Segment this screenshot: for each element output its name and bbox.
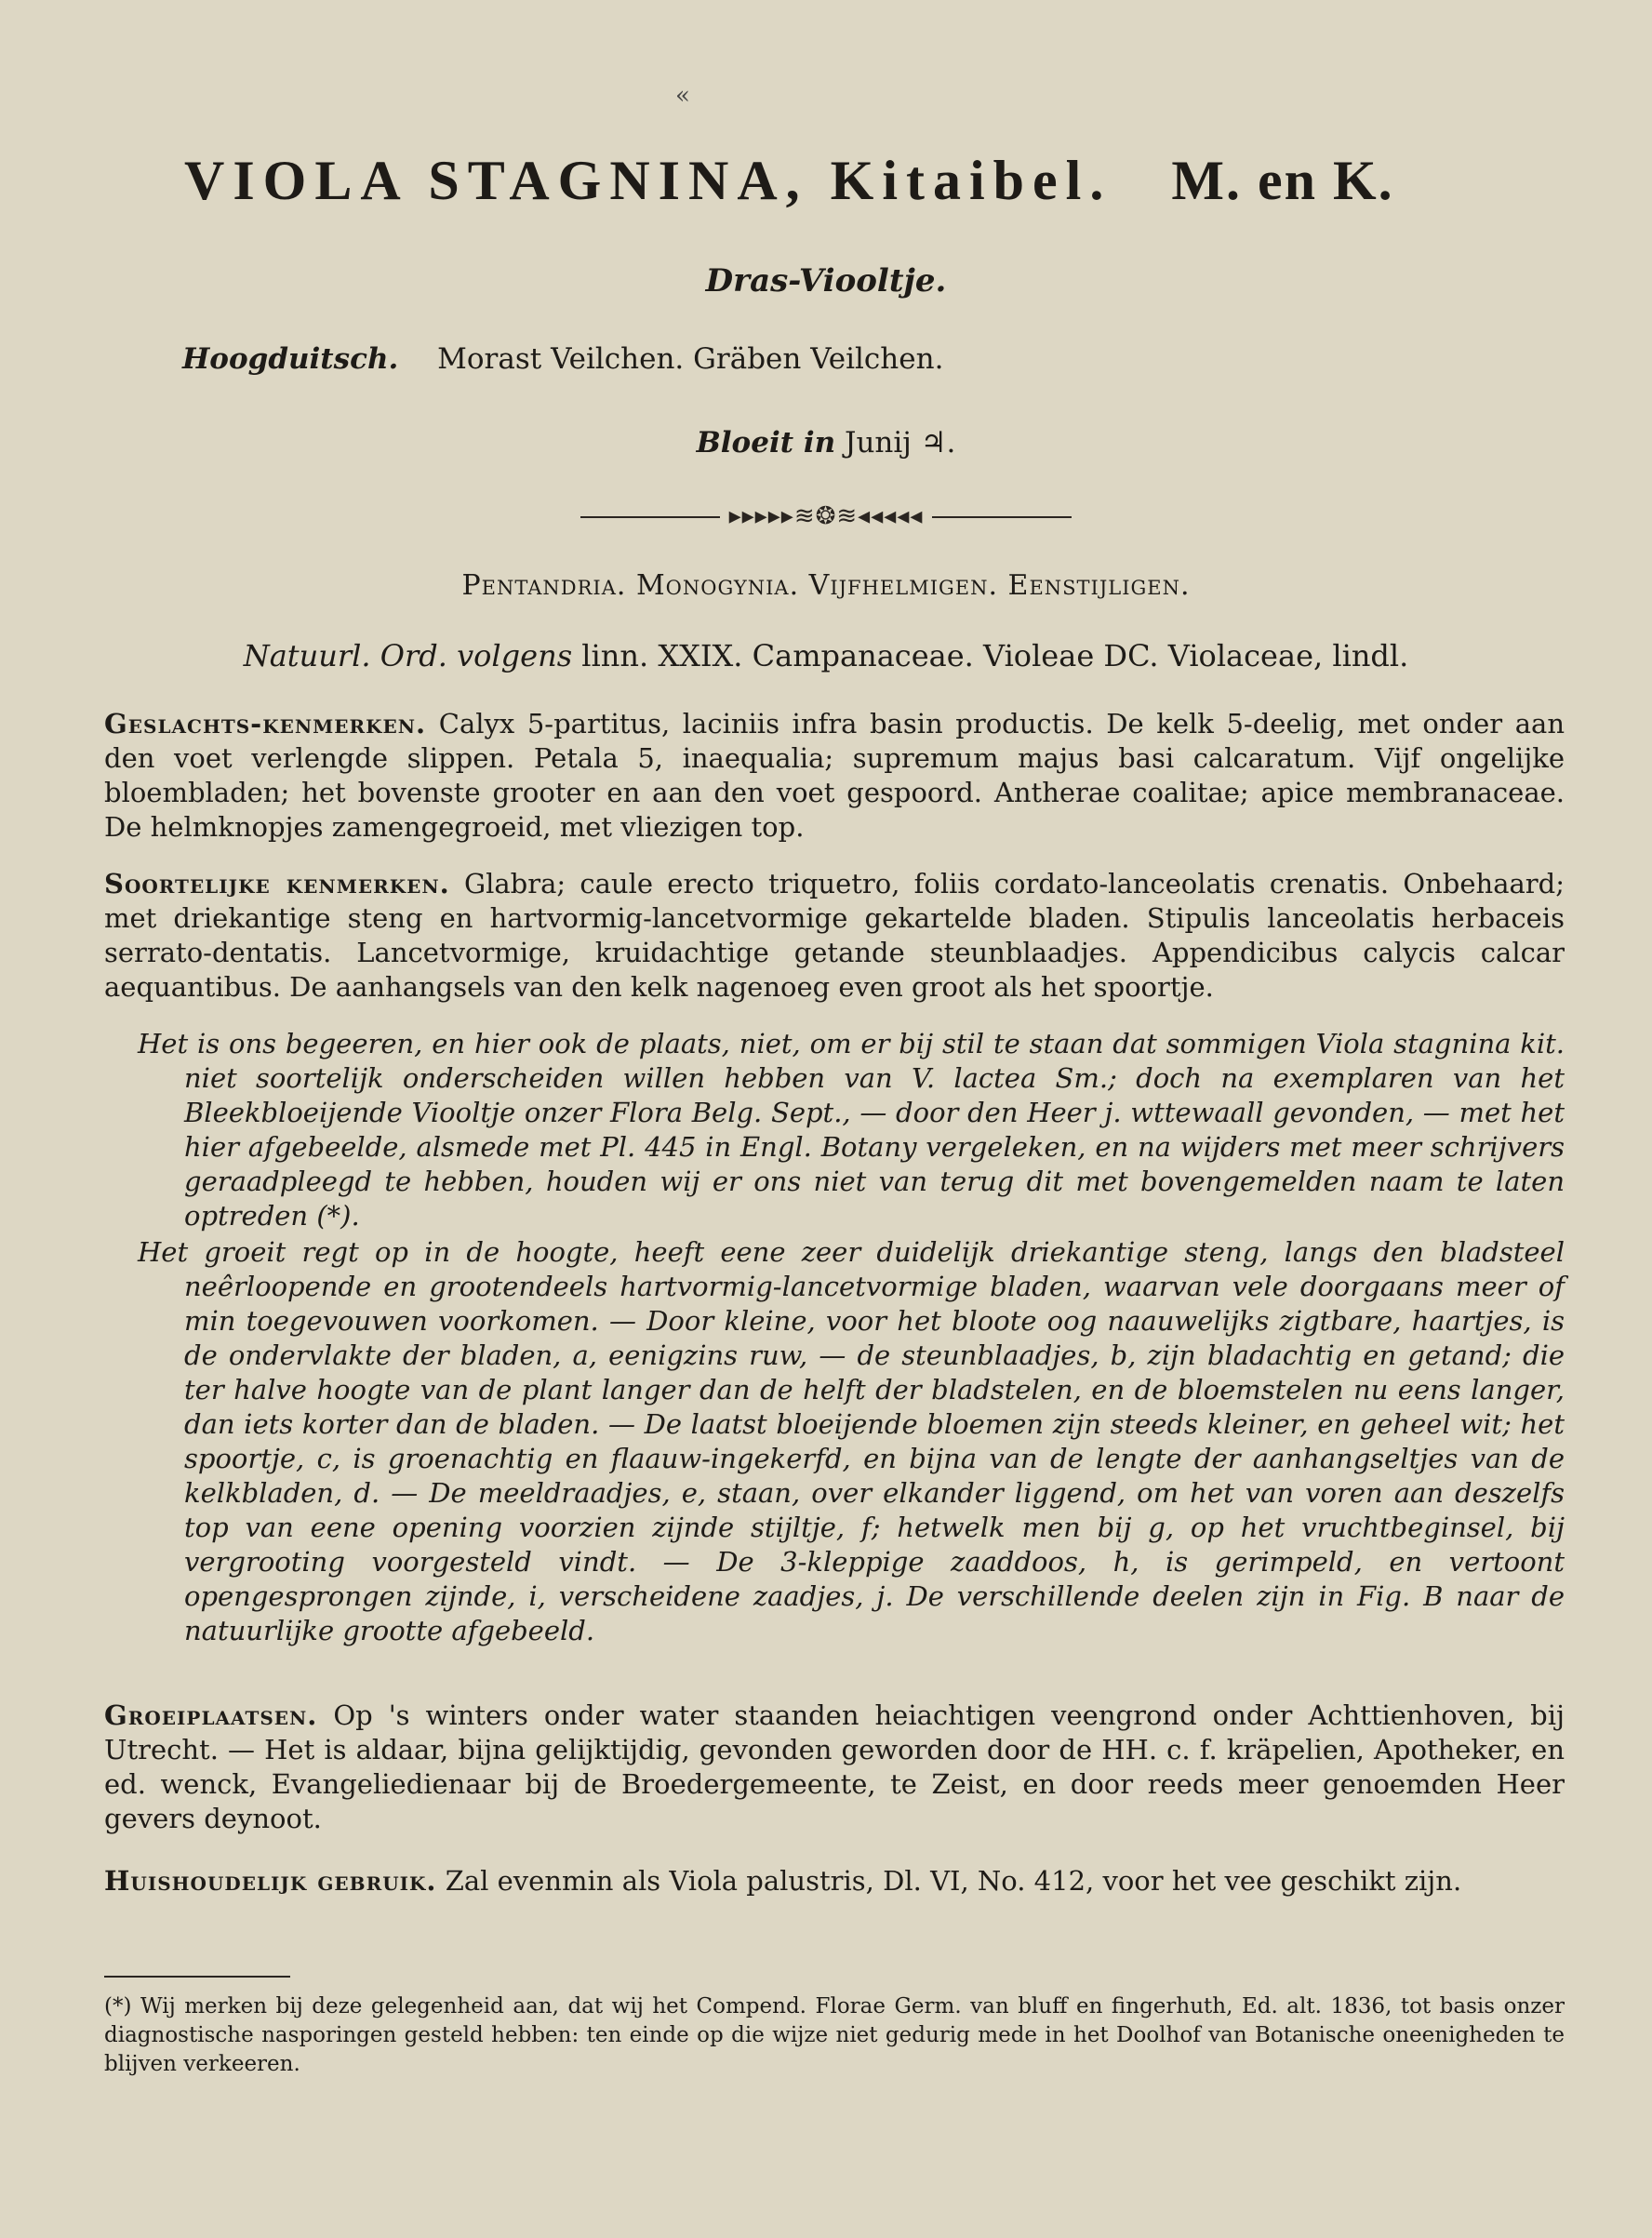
- footnote: (*) Wij merken bij deze gelegenheid aan, dat wij het Compend. Florae Germ. van bluff en fingerhuth, Ed. alt. 1836, tot basis onzer diagnostische nasporingen gesteld hebben: ten einde op die wijze niet gedurig mede in het Doolhof van Botanische oneenigheden te blijven verkeeren.: [104, 1994, 1565, 2076]
- bloom-value: Junij ♃.: [845, 426, 956, 460]
- genus-lead: Geslachts-kenmerken.: [104, 708, 427, 739]
- species-text: Glabra; caule erecto triquetro, foliis cordato-lanceolatis crenatis. Onbehaard; met driekantige steng en hartvormig-lancetvormige gekartelde bladen. Stipulis lanceolatis herbaceis serrato-dentatis. Lancetvormige, kruidachtige getande steunblaadjes. Appendicibus calycis calcar aequantibus. De aanhangsels van den kelk nagenoeg even groot als het spoortje.: [104, 868, 1565, 1003]
- use-section: [104, 1864, 1565, 1898]
- genus-text: Calyx 5-partitus, laciniis infra basin productis. De kelk 5-deelig, met onder aan den voet verlengde slippen. Petala 5, inaequalia; supremum majus basi calcaratum. Vijf ongelijke bloembladen; het bovenste grooter en aan den voet gespoord. Antherae coalitae; apice membranaceae. De helmknopjes zamengegroeid, met vliezigen top.: [104, 708, 1565, 843]
- species-characters: [104, 867, 1565, 1005]
- natural-order-line: [0, 638, 1652, 673]
- divider-line-left: [580, 516, 720, 518]
- natural-order-label: Natuurl. Ord. volgens: [243, 638, 573, 673]
- genus-characters: [104, 707, 1565, 845]
- footnote-rule: [104, 1976, 290, 1978]
- ornament-glyphs: ▸▸▸▸▸≋❂≋◂◂◂◂◂: [728, 502, 924, 530]
- description-paragraph: Het groeit regt op in de hoogte, heeft eene zeer duidelijk driekantige steng, langs den bladsteel neêrloopende en grootendeels hartvormig-lancetvormige bladen, waarvan vele doorgaans meer of min toegevouwen voorkomen. — Door kleine, voor het bloote oog naauwelijks zigtbare, haartjes, is de ondervlakte der bladen, a, eenigzins ruw, — de steunblaadjes, b, zijn bladachtig en getand; die ter halve hoogte van de plant langer dan de helft der bladstelen, en de bloemstelen nu eens langer, dan iets korter dan de bladen. — De laatst bloeijende bloemen zijn steeds kleiner, en geheel wit; het spoortje, c, is groenachtig en flaauw-ingekerfd, en bijna van de lengte der aanhangseltjes van de kelkbladen, d. — De meeldraadjes, e, staan, over elkander liggend, om het van voren aan deszelfs top van eene opening voorzien zijnde stijltje, f; hetwelk men bij g, op het vruchtbeginsel, bij vergrooting voorgesteld vindt. — De 3-kleppige zaaddoos, h, is gerimpeld, en vertoont opengesprongen zijnde, i, verscheidene zaadjes, j. De verschillende deelen zijn in Fig. B naar de natuurlijke grootte afgebeeld.: [138, 1236, 1565, 1646]
- bloom-line: [0, 426, 1652, 460]
- use-text: Zal evenmin als Viola palustris, Dl. VI, No. 412, voor het vee geschikt zijn.: [445, 1865, 1462, 1897]
- habitat-section: [104, 1698, 1565, 1836]
- use-lead: Huishoudelijk gebruik.: [104, 1865, 437, 1897]
- classification: Pentandria. Monogynia. Vijfhelmigen. Eenstijligen.: [461, 569, 1191, 602]
- page-title: [184, 149, 1505, 213]
- german-names: Morast Veilchen. Gräben Veilchen.: [437, 342, 944, 376]
- common-name: Dras-Viooltje.: [705, 262, 947, 300]
- habitat-text: Op 's winters onder water staanden heiachtigen veengrond onder Achttienhoven, bij Utrecht. — Het is aldaar, bijna gelijktijdig, gevonden geworden door de HH. c. f. kräpelien, Apotheker, en ed. wenck, Evangeliedienaar bij de Broedergemeente, te Zeist, en door reeds meer genoemden Heer gevers deynoot.: [104, 1699, 1565, 1834]
- german-label: Hoogduitsch.: [182, 342, 399, 376]
- species-lead: Soortelijke kenmerken.: [104, 868, 450, 899]
- natural-order: linn. XXIX. Campanaceae. Violeae DC. Violaceae, lindl.: [581, 638, 1409, 673]
- habitat-lead: Groeiplaatsen.: [104, 1699, 318, 1731]
- german-names-line: [182, 342, 943, 376]
- printer-mark: «: [675, 82, 690, 110]
- title-abbreviation: M. en K.: [1171, 150, 1394, 211]
- remark-paragraph: Het is ons begeeren, en hier ook de plaats, niet, om er bij stil te staan dat sommigen Viola stagnina kit. niet soortelijk onderscheiden willen hebben van V. lactea Sm.; doch na exemplaren van het Bleekbloeijende Viooltje onzer Flora Belg. Sept., — door den Heer j. wttewaall gevonden, — met het hier afgebeelde, alsmede met Pl. 445 in Engl. Botany vergeleken, en na wijders met meer schrijvers geraadpleegd te hebben, houden wij er ons niet van terug dit met bovengemelden naam te laten optreden (*).: [138, 1028, 1565, 1232]
- divider-line-right: [932, 516, 1072, 518]
- species-title: VIOLA STAGNINA, Kitaibel.: [184, 150, 1112, 211]
- ornament-divider: [0, 502, 1652, 530]
- bloom-label: Bloeit in: [696, 426, 836, 460]
